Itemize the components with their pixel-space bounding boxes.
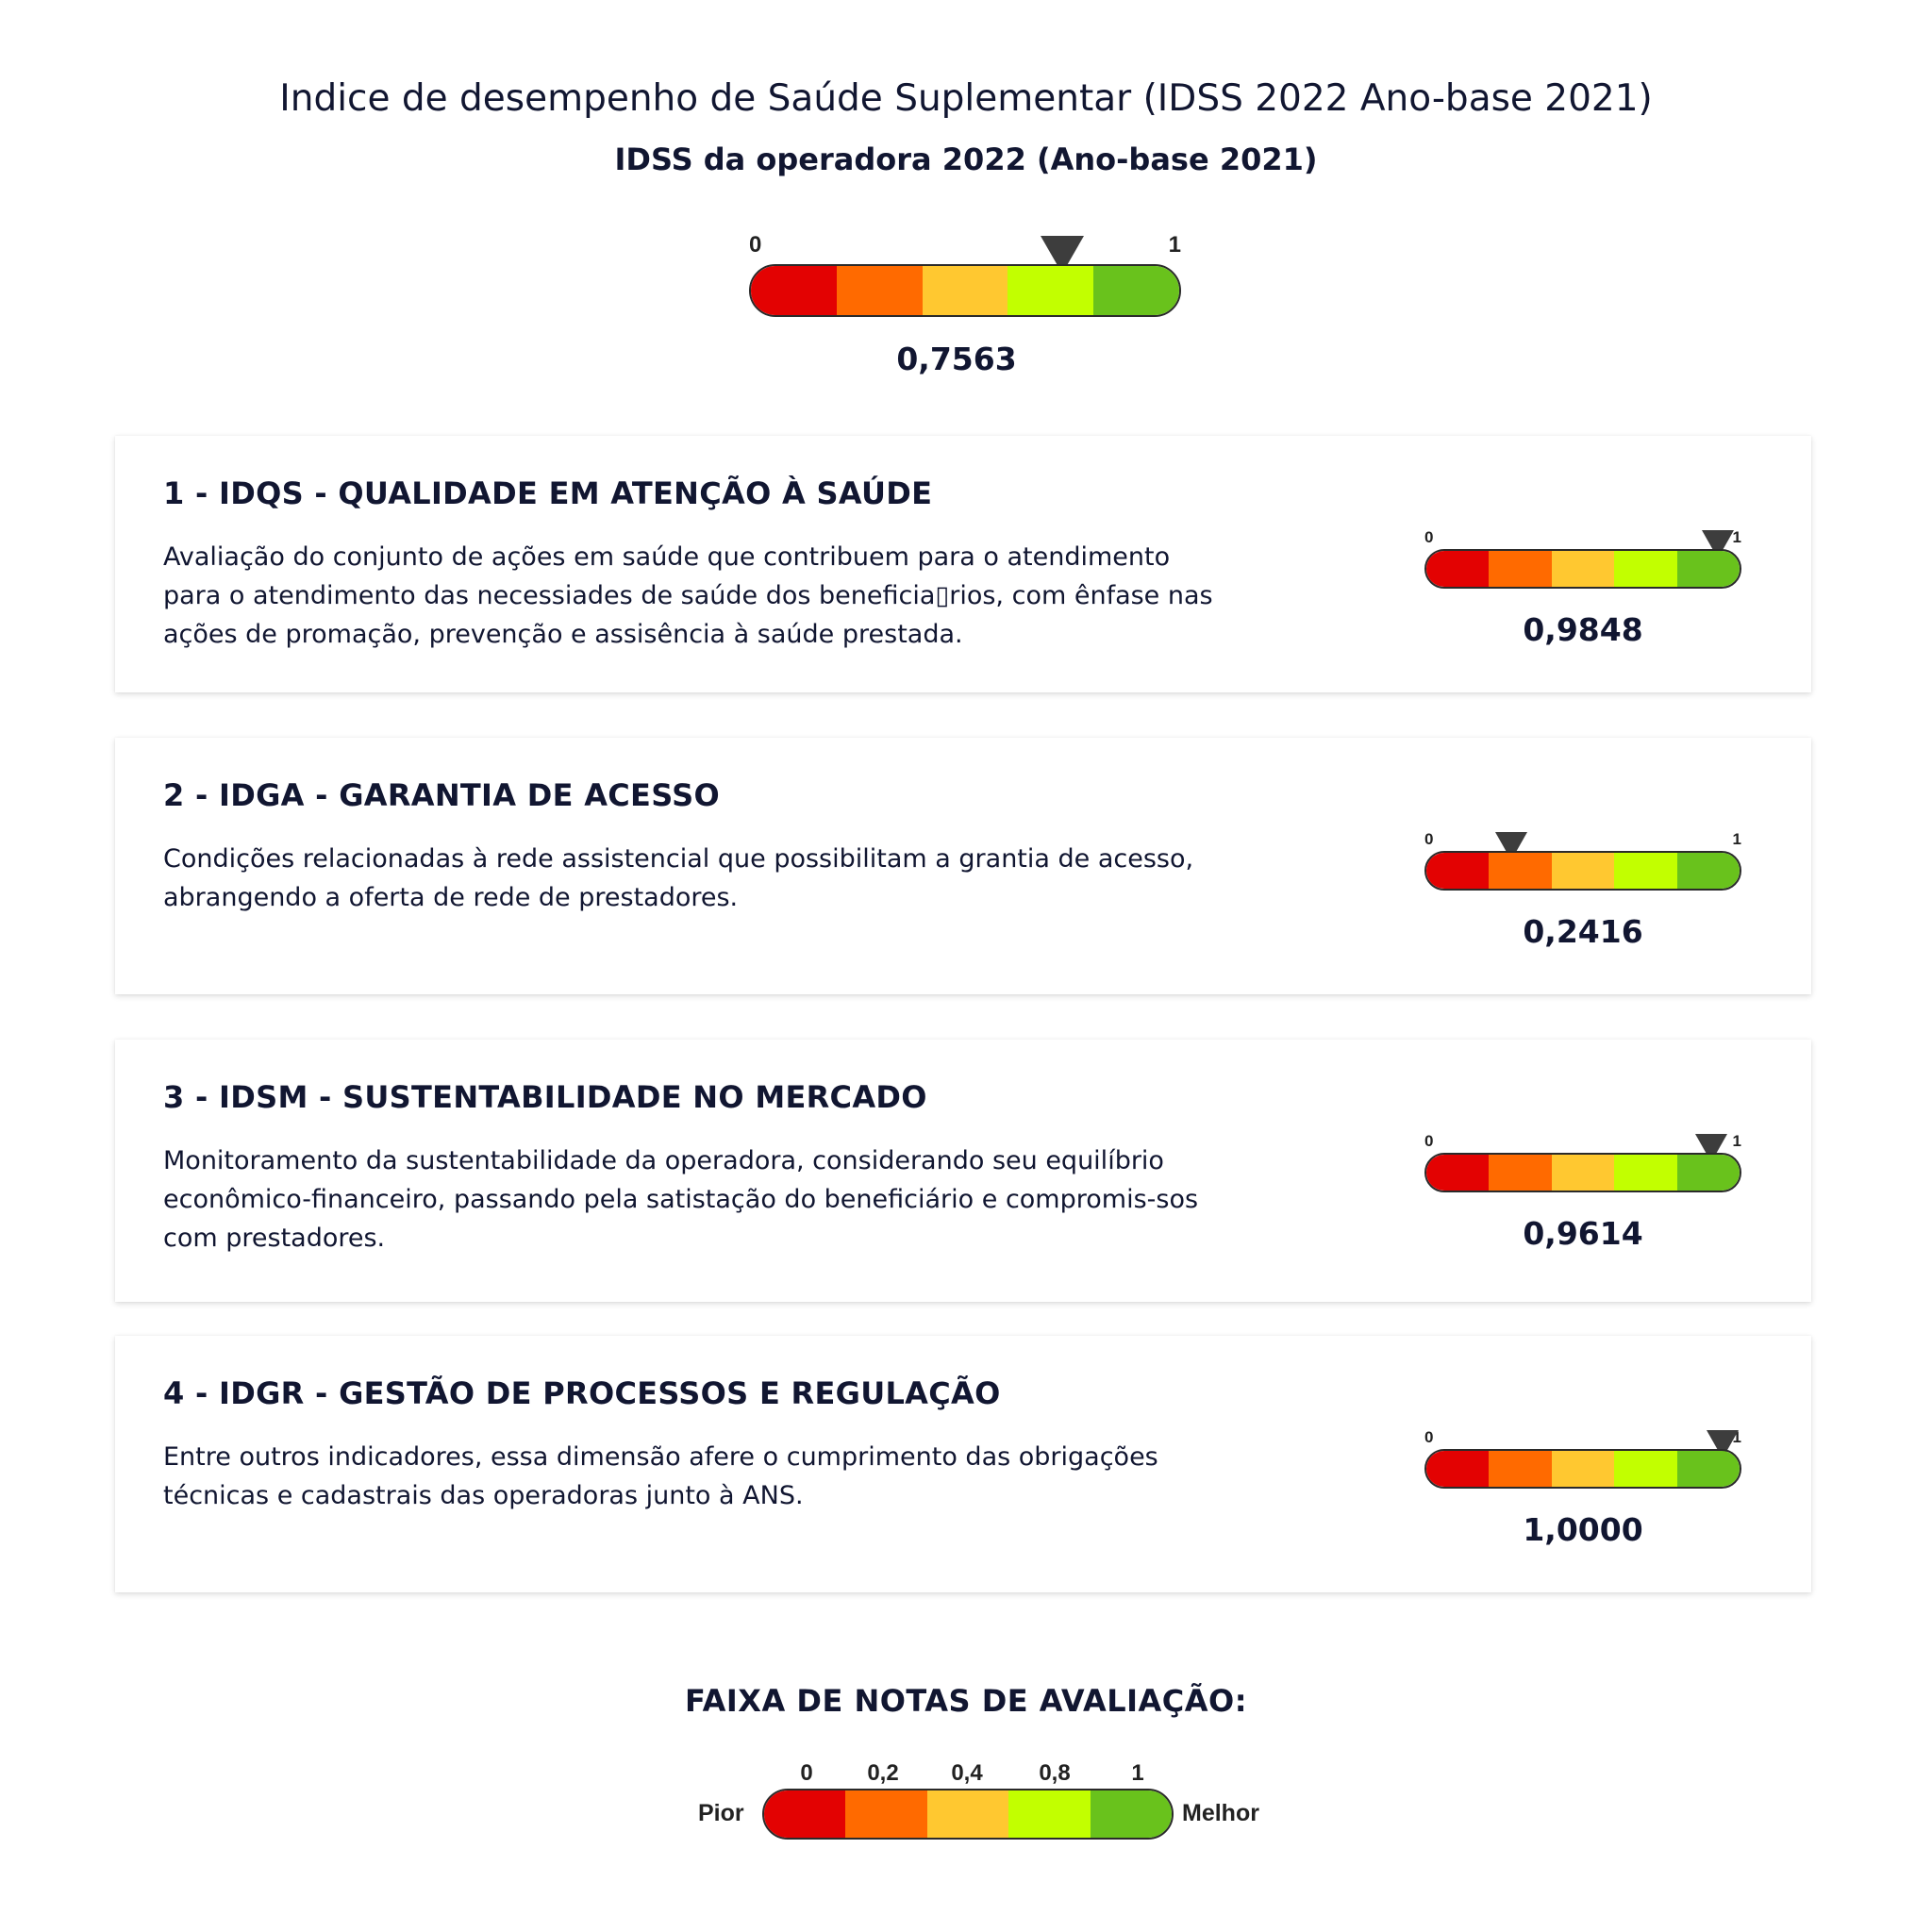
gauge-segment: [1552, 1451, 1614, 1487]
gauge-segment: [1614, 1155, 1676, 1191]
gauge-min-label: 0: [1424, 1428, 1434, 1446]
gauge-segment: [1552, 1155, 1614, 1191]
gauge-segment: [1426, 1155, 1489, 1191]
dimension-card-idsm: [115, 1040, 1811, 1302]
gauge-segment: [845, 1790, 926, 1838]
gauge-segment: [1489, 1451, 1551, 1487]
dimension-score-value: 0,2416: [1523, 913, 1643, 950]
gauge-bar: [762, 1789, 1174, 1840]
card-description: Avaliação do conjunto de ações em saúde que contribuem para o atendimento para o atendimento das necessiades de saúde dos beneficia▯rios, com ênfase nas ações de promação, prevenção e assisência à saúde prestada.: [163, 542, 1213, 649]
page-subtitle: IDSS da operadora 2022 (Ano-base 2021): [614, 142, 1318, 177]
dimension-score-value: 0,9848: [1523, 611, 1643, 648]
legend-scale: [762, 1760, 1174, 1845]
card-title: 2 - IDGA - GARANTIA DE ACESSO: [163, 777, 720, 813]
gauge-bar: [1424, 549, 1741, 589]
gauge-segment: [923, 266, 1008, 315]
card-description: Monitoramento da sustentabilidade da operadora, considerando seu equilíbrio econômico-financeiro, passando pela satistação do beneficiário e compromis-sos com prestadores.: [163, 1146, 1199, 1253]
gauge-max-label: 1: [1732, 830, 1741, 848]
gauge-segment: [1093, 266, 1179, 315]
dimension-card-idqs: [115, 436, 1811, 692]
legend-tick-label: 0: [800, 1760, 813, 1786]
gauge-min-label: 0: [1424, 1132, 1434, 1150]
gauge-segment: [1426, 551, 1489, 587]
gauge-bar: [1424, 1153, 1741, 1192]
gauge-segment: [837, 266, 923, 315]
legend-tick-label: 1: [1131, 1760, 1144, 1786]
dimension-card-idga: [115, 738, 1811, 994]
gauge-segment: [751, 266, 837, 315]
gauge-segment: [1614, 1451, 1676, 1487]
gauge-segment: [1677, 551, 1740, 587]
gauge-bar: [1424, 851, 1741, 891]
card-description: Entre outros indicadores, essa dimensão afere o cumprimento das obrigações técnicas e cadastrais das operadoras junto à ANS.: [163, 1442, 1158, 1510]
legend-worst-label: Pior: [698, 1800, 744, 1826]
gauge-segment: [764, 1790, 845, 1838]
gauge-segment: [1091, 1790, 1172, 1838]
card-description: Condições relacionadas à rede assistencial que possibilitam a grantia de acesso, abrangendo a oferta de rede de prestadores.: [163, 844, 1194, 912]
gauge-segment: [1426, 853, 1489, 889]
dimension-gauge: [1424, 830, 1741, 962]
gauge-segment: [927, 1790, 1008, 1838]
card-title: 3 - IDSM - SUSTENTABILIDADE NO MERCADO: [163, 1079, 927, 1115]
overall-score-value: 0,7563: [896, 341, 1017, 377]
legend-best-label: Melhor: [1182, 1800, 1259, 1826]
gauge-segment: [1008, 266, 1093, 315]
gauge-segment: [1677, 1155, 1740, 1191]
gauge-segment: [1008, 1790, 1090, 1838]
gauge-max-label: 1: [1168, 232, 1181, 258]
gauge-segment: [1489, 853, 1551, 889]
gauge-min-label: 0: [749, 232, 762, 258]
gauge-min-label: 0: [1424, 528, 1434, 546]
gauge-segment: [1426, 1451, 1489, 1487]
gauge-segment: [1552, 551, 1614, 587]
card-title: 4 - IDGR - GESTÃO DE PROCESSOS E REGULAÇÃO: [163, 1375, 1001, 1411]
legend-tick-label: 0,8: [1039, 1760, 1071, 1786]
dimension-score-value: 0,9614: [1523, 1215, 1643, 1252]
dimension-gauge: [1424, 1132, 1741, 1264]
gauge-segment: [1489, 1155, 1551, 1191]
dimension-card-idgr: [115, 1336, 1811, 1592]
dimension-gauge: [1424, 1428, 1741, 1560]
card-title: 1 - IDQS - QUALIDADE EM ATENÇÃO À SAÚDE: [163, 475, 933, 511]
legend-title: FAIXA DE NOTAS DE AVALIAÇÃO:: [684, 1683, 1248, 1719]
legend-tick-label: 0,4: [951, 1760, 983, 1786]
gauge-max-label: 1: [1732, 1428, 1741, 1446]
gauge-segment: [1552, 853, 1614, 889]
gauge-bar: [749, 264, 1181, 317]
gauge-segment: [1677, 853, 1740, 889]
gauge-segment: [1614, 551, 1676, 587]
gauge-segment: [1489, 551, 1551, 587]
gauge-segment: [1677, 1451, 1740, 1487]
gauge-max-label: 1: [1732, 1132, 1741, 1150]
dimension-score-value: 1,0000: [1523, 1511, 1643, 1548]
gauge-segment: [1614, 853, 1676, 889]
gauge-min-label: 0: [1424, 830, 1434, 848]
overall-score-gauge: [749, 232, 1181, 383]
dimension-gauge: [1424, 528, 1741, 660]
gauge-bar: [1424, 1449, 1741, 1489]
page-title: Indice de desempenho de Saúde Suplementar (IDSS 2022 Ano-base 2021): [279, 77, 1653, 120]
gauge-max-label: 1: [1732, 528, 1741, 546]
legend-tick-label: 0,2: [867, 1760, 899, 1786]
